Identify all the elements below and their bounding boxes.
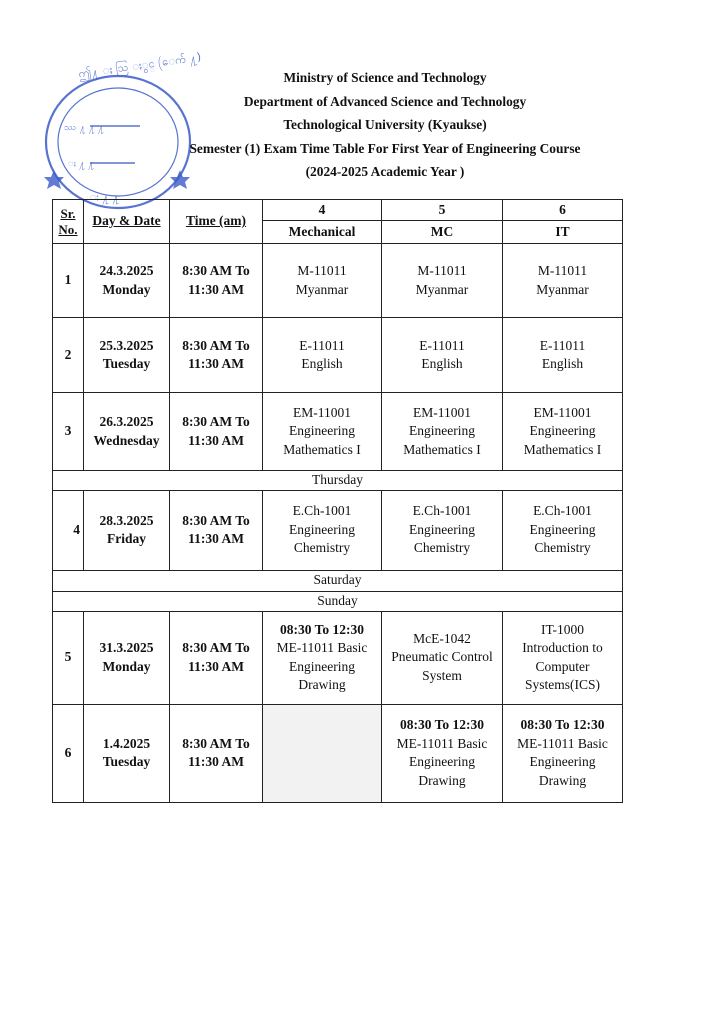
row-time: 8:30 AM To 11:30 AM: [170, 318, 263, 393]
table-row: [53, 611, 623, 704]
row-time: 8:30 AM To 11:30 AM: [170, 393, 263, 471]
cell-mechanical: 08:30 To 12:30 ME-11011 Basic Engineering Drawing: [263, 611, 382, 704]
exam-timetable: [52, 199, 623, 803]
row-date: 1.4.2025 Tuesday: [84, 704, 170, 802]
sr-no-header: Sr. No.: [53, 200, 84, 244]
timetable-title: Semester (1) Exam Time Table For First Year of Engineering Course: [189, 140, 581, 156]
ministry-title: Ministry of Science and Technology: [283, 70, 487, 85]
cell-mc: E-11011 English: [382, 318, 503, 393]
table-row: [53, 244, 623, 318]
svg-text:ႏ ႔ ႔: ႏ ႔ ႔: [90, 192, 120, 203]
svg-text:ဿ ႔ ႔ ႔: ဿ ႔ ႔ ႔: [64, 123, 104, 133]
table-row: [53, 393, 623, 471]
cell-mc: EM-11001 Engineering Mathematics I: [382, 393, 503, 471]
cell-it: E.Ch-1001 Engineering Chemistry: [503, 490, 623, 570]
cell-it: E-11011 English: [503, 318, 623, 393]
cell-it: EM-11001 Engineering Mathematics I: [503, 393, 623, 471]
svg-text:ဤ႔ ႏ ဩ ႏွင္ (ေက် ႔): ဤ႔ ႏ ဩ ႏွင္ (ေက် ႔): [77, 50, 202, 81]
holiday-row-saturday: Saturday: [53, 570, 623, 591]
academic-year: (2024-2025 Academic Year ): [305, 164, 465, 179]
department-title: Department of Advanced Science and Technology: [243, 93, 527, 109]
col-number-5: 5: [382, 200, 503, 221]
row-time: 8:30 AM To 11:30 AM: [170, 490, 263, 570]
row-sr: 4: [53, 490, 84, 570]
cell-mechanical: M-11011 Myanmar: [263, 244, 382, 318]
document-header: [150, 66, 620, 184]
holiday-row-sunday: Sunday: [53, 591, 623, 611]
cell-mc: McE-1042 Pneumatic Control System: [382, 611, 503, 704]
row-date: 25.3.2025 Tuesday: [84, 318, 170, 393]
row-sr: 2: [53, 318, 84, 393]
row-sr: 5: [53, 611, 84, 704]
table-row: [53, 704, 623, 802]
cell-mc: E.Ch-1001 Engineering Chemistry: [382, 490, 503, 570]
row-date: 31.3.2025 Monday: [84, 611, 170, 704]
day-date-header: Day & Date: [84, 200, 170, 244]
row-time: 8:30 AM To 11:30 AM: [170, 244, 263, 318]
row-time: 8:30 AM To 11:30 AM: [170, 704, 263, 802]
row-date: 28.3.2025 Friday: [84, 490, 170, 570]
cell-it: IT-1000 Introduction to Computer Systems(ICS): [503, 611, 623, 704]
col-name-mechanical: Mechanical: [263, 221, 382, 244]
cell-mechanical: EM-11001 Engineering Mathematics I: [263, 393, 382, 471]
col-name-mc: MC: [382, 221, 503, 244]
header-row-numbers: [53, 200, 623, 221]
university-title: Technological University (Kyaukse): [283, 117, 487, 132]
cell-mechanical: E-11011 English: [263, 318, 382, 393]
cell-it: 08:30 To 12:30 ME-11011 Basic Engineering Drawing: [503, 704, 623, 802]
row-time: 8:30 AM To 11:30 AM: [170, 611, 263, 704]
table-row: [53, 490, 623, 570]
time-header: Time (am): [170, 200, 263, 244]
cell-mechanical: E.Ch-1001 Engineering Chemistry: [263, 490, 382, 570]
cell-mc: 08:30 To 12:30 ME-11011 Basic Engineering Drawing: [382, 704, 503, 802]
row-sr: 1: [53, 244, 84, 318]
row-sr: 6: [53, 704, 84, 802]
col-name-it: IT: [503, 221, 623, 244]
table-row: [53, 318, 623, 393]
holiday-row-thursday: Thursday: [53, 471, 623, 491]
cell-mc: M-11011 Myanmar: [382, 244, 503, 318]
row-date: 24.3.2025 Monday: [84, 244, 170, 318]
col-number-4: 4: [263, 200, 382, 221]
row-sr: 3: [53, 393, 84, 471]
cell-mechanical-empty: [263, 704, 382, 802]
row-date: 26.3.2025 Wednesday: [84, 393, 170, 471]
cell-it: M-11011 Myanmar: [503, 244, 623, 318]
svg-text:ႏ ႔ ႔: ႏ ႔ ႔: [68, 159, 95, 169]
col-number-6: 6: [503, 200, 623, 221]
